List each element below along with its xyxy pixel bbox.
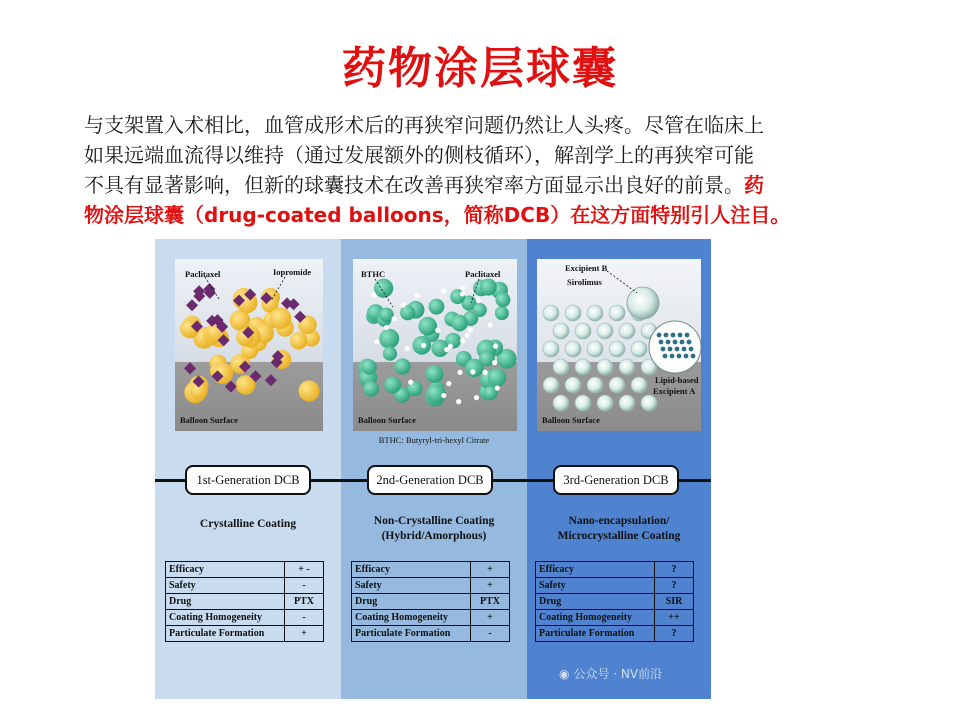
paclitaxel-molecule (482, 370, 487, 375)
paclitaxel-molecule (495, 385, 500, 390)
lipid-molecule (675, 347, 680, 352)
highlight-text: 药 (744, 173, 764, 197)
paclitaxel-molecule (408, 380, 413, 385)
table-row (352, 610, 510, 626)
nanoparticle (575, 323, 591, 339)
property-value: SIR (655, 594, 694, 610)
nanoparticle (587, 341, 603, 357)
table-row (352, 562, 510, 578)
generation-3-properties-table (535, 561, 694, 642)
panel-label: Lipid-based (655, 375, 699, 385)
generation-2-properties-table (351, 561, 510, 642)
bthc-particle (361, 359, 376, 374)
nanoparticle (565, 377, 581, 393)
nanoparticle (587, 305, 603, 321)
dcb-generations-figure (155, 239, 711, 699)
generation-1-label: 1st-Generation DCB (185, 465, 311, 495)
property-value: ? (655, 626, 694, 642)
coating-title: Non-Crystalline Coating (373, 515, 495, 527)
paragraph-line (84, 170, 890, 200)
table-row (536, 578, 694, 594)
property-value: ? (655, 578, 694, 594)
property-name: Efficacy (536, 562, 655, 578)
property-name: Particulate Formation (536, 626, 655, 642)
property-value: + (471, 562, 510, 578)
table-row (352, 626, 510, 642)
table-row (166, 626, 324, 642)
panel-label: Iopromide (273, 267, 312, 277)
lipid-molecule (673, 340, 678, 345)
nanoparticle (609, 341, 625, 357)
panel-label: Excipient A (653, 386, 696, 396)
property-name: Particulate Formation (166, 626, 285, 642)
property-value: PTX (285, 594, 324, 610)
nanoparticle (575, 359, 591, 375)
table-row (352, 578, 510, 594)
balloon-surface-label: Balloon Surface (358, 415, 416, 425)
paclitaxel-molecule (384, 325, 389, 330)
page-title: 药物涂层球囊 (342, 43, 618, 94)
property-value: + (471, 578, 510, 594)
panel-label: Paclitaxel (465, 269, 501, 279)
property-name: Safety (352, 578, 471, 594)
paclitaxel-molecule (476, 298, 481, 303)
generation-1-coating (155, 517, 341, 532)
bthc-particle (379, 329, 399, 349)
paclitaxel-molecule (446, 381, 451, 386)
table-row (536, 594, 694, 610)
lipid-molecule (689, 347, 694, 352)
property-name: Safety (166, 578, 285, 594)
pointer-line (607, 271, 637, 293)
panel-label: Excipient B (565, 263, 608, 273)
property-value: PTX (471, 594, 510, 610)
lipid-molecule (684, 354, 689, 359)
lipid-molecule (659, 340, 664, 345)
lipid-molecule (657, 333, 662, 338)
coating-subtitle: Microcrystalline Coating (557, 530, 681, 542)
paclitaxel-molecule (470, 369, 475, 374)
bthc-particle (383, 347, 397, 361)
bthc-particle (394, 358, 410, 374)
nanoparticle (543, 377, 559, 393)
nanoparticle (619, 395, 635, 411)
paclitaxel-molecule (468, 327, 473, 332)
lipid-molecule (682, 347, 687, 352)
highlight-line: 物涂层球囊（drug-coated balloons，简称DCB）在这方面特别引人注目。 (84, 203, 791, 227)
generation-3-coating (527, 514, 711, 544)
lipid-molecule (661, 347, 666, 352)
generation-1-illustration (175, 259, 323, 431)
property-value: + - (285, 562, 324, 578)
table-row (536, 562, 694, 578)
paclitaxel-molecule (435, 328, 440, 333)
iopromide-crystal (184, 362, 196, 374)
lipid-molecule (680, 340, 685, 345)
paclitaxel-molecule (460, 338, 465, 343)
property-value: + (285, 626, 324, 642)
paclitaxel-particle (290, 332, 307, 349)
paclitaxel-molecule (492, 360, 497, 365)
generation-1-properties-table (165, 561, 324, 642)
property-name: Efficacy (166, 562, 285, 578)
bthc-particle (363, 381, 379, 397)
table-row (166, 578, 324, 594)
paclitaxel-molecule (488, 322, 493, 327)
nanoparticle (597, 359, 613, 375)
paclitaxel-molecule (405, 346, 410, 351)
paclitaxel-molecule (374, 339, 379, 344)
bthc-particle (495, 292, 510, 307)
bthc-particle (418, 317, 437, 336)
bthc-particle (426, 365, 444, 383)
bthc-particle (479, 351, 495, 367)
bthc-particle (495, 306, 509, 320)
property-name: Drug (166, 594, 285, 610)
lipid-molecule (663, 354, 668, 359)
lipid-molecule (691, 354, 696, 359)
paragraph-line: 与支架置入术相比，血管成形术后的再狭窄问题仍然让人头疼。尽管在临床上 (84, 113, 764, 137)
nanoparticle (543, 305, 559, 321)
paclitaxel-molecule (414, 293, 419, 298)
property-value: - (285, 578, 324, 594)
paclitaxel-molecule (391, 316, 396, 321)
nanoparticle (543, 341, 559, 357)
zoom-bubble-small (627, 287, 659, 319)
paclitaxel-molecule (371, 292, 376, 297)
property-name: Coating Homogeneity (536, 610, 655, 626)
lipid-molecule (685, 333, 690, 338)
bthc-particle (473, 303, 487, 317)
iopromide-crystal (265, 374, 277, 386)
paclitaxel-molecule (465, 333, 470, 338)
paclitaxel-molecule (421, 343, 426, 348)
paclitaxel-molecule (444, 347, 449, 352)
bthc-particle (488, 368, 507, 387)
lipid-molecule (666, 340, 671, 345)
bthc-particle (429, 299, 445, 315)
crystalline-particles-illustration (175, 259, 323, 431)
table-row (352, 594, 510, 610)
nanoparticle (619, 359, 635, 375)
property-name: Coating Homogeneity (352, 610, 471, 626)
nanoparticle (609, 305, 625, 321)
property-value: - (471, 626, 510, 642)
nanoparticle (631, 341, 647, 357)
nanoparticle (565, 341, 581, 357)
nano-encapsulation-illustration (537, 259, 701, 431)
lipid-molecule (664, 333, 669, 338)
table-row (536, 610, 694, 626)
balloon-surface-label: Balloon Surface (542, 415, 600, 425)
lipid-molecule (671, 333, 676, 338)
property-value: ++ (655, 610, 694, 626)
nanoparticle (597, 323, 613, 339)
property-value: ? (655, 562, 694, 578)
paragraph-text: 不具有显著影响，但新的球囊技术在改善再狭窄率方面显示出良好的前景。 (84, 173, 744, 197)
amorphous-particles-illustration (353, 259, 517, 431)
generation-2-illustration (353, 259, 517, 431)
watermark (559, 665, 662, 682)
nanoparticle (553, 323, 569, 339)
coating-subtitle: (Hybrid/Amorphous) (381, 530, 487, 542)
generation-2-label: 2nd-Generation DCB (367, 465, 493, 495)
paclitaxel-molecule (460, 286, 465, 291)
wechat-icon: ◉ (559, 667, 570, 681)
bthc-particle (384, 376, 401, 393)
nanoparticle (609, 377, 625, 393)
table-row (166, 562, 324, 578)
lipid-molecule (668, 347, 673, 352)
lipid-molecule (677, 354, 682, 359)
zoom-bubble-large (649, 321, 701, 373)
nanoparticle (597, 395, 613, 411)
coating-title: Crystalline Coating (199, 518, 297, 530)
lipid-molecule (670, 354, 675, 359)
paclitaxel-molecule (457, 370, 462, 375)
paragraph-line: 如果远端血流得以维持（通过发展额外的侧枝循环），解剖学上的再狭窄可能 (84, 143, 754, 167)
iopromide-crystal (186, 299, 198, 311)
property-name: Safety (536, 578, 655, 594)
panel-label: Paclitaxel (185, 269, 221, 279)
balloon-surface-label: Balloon Surface (180, 415, 238, 425)
intro-paragraph (84, 110, 890, 230)
coating-title: Nano-encapsulation/ (568, 515, 670, 527)
panel-label: BTHC (361, 269, 386, 279)
nanoparticle (641, 395, 657, 411)
paclitaxel-molecule (441, 289, 446, 294)
bthc-particle (451, 315, 468, 332)
lipid-molecule (687, 340, 692, 345)
property-name: Drug (352, 594, 471, 610)
nanoparticle (553, 395, 569, 411)
table-row (166, 610, 324, 626)
paclitaxel-molecule (401, 302, 406, 307)
nanoparticle (565, 305, 581, 321)
bthc-particle (374, 279, 393, 298)
generation-3-illustration (537, 259, 701, 431)
paclitaxel-molecule (456, 399, 461, 404)
panel-label: Sirolimus (567, 277, 602, 287)
property-name: Coating Homogeneity (166, 610, 285, 626)
generation-2-coating (341, 514, 527, 544)
watermark-text: 公众号 · NV前沿 (573, 667, 663, 681)
property-name: Efficacy (352, 562, 471, 578)
table-row (166, 594, 324, 610)
property-name: Drug (536, 594, 655, 610)
property-value: - (285, 610, 324, 626)
paclitaxel-molecule (460, 291, 465, 296)
paclitaxel-molecule (474, 395, 479, 400)
bthc-particle (379, 308, 394, 323)
nanoparticle (619, 323, 635, 339)
nanoparticle (631, 377, 647, 393)
nanoparticle (553, 359, 569, 375)
paclitaxel-particle (298, 380, 319, 401)
property-value: + (471, 610, 510, 626)
nanoparticle (587, 377, 603, 393)
nanoparticle (575, 395, 591, 411)
paclitaxel-molecule (493, 344, 498, 349)
bthc-footnote: BTHC: Butyryl-tri-hexyl Citrate (378, 435, 490, 445)
generation-3-label: 3rd-Generation DCB (553, 465, 679, 495)
paclitaxel-particle (270, 307, 292, 329)
lipid-molecule (678, 333, 683, 338)
paclitaxel-molecule (441, 393, 446, 398)
bthc-particle (480, 279, 497, 296)
table-row (536, 626, 694, 642)
property-name: Particulate Formation (352, 626, 471, 642)
